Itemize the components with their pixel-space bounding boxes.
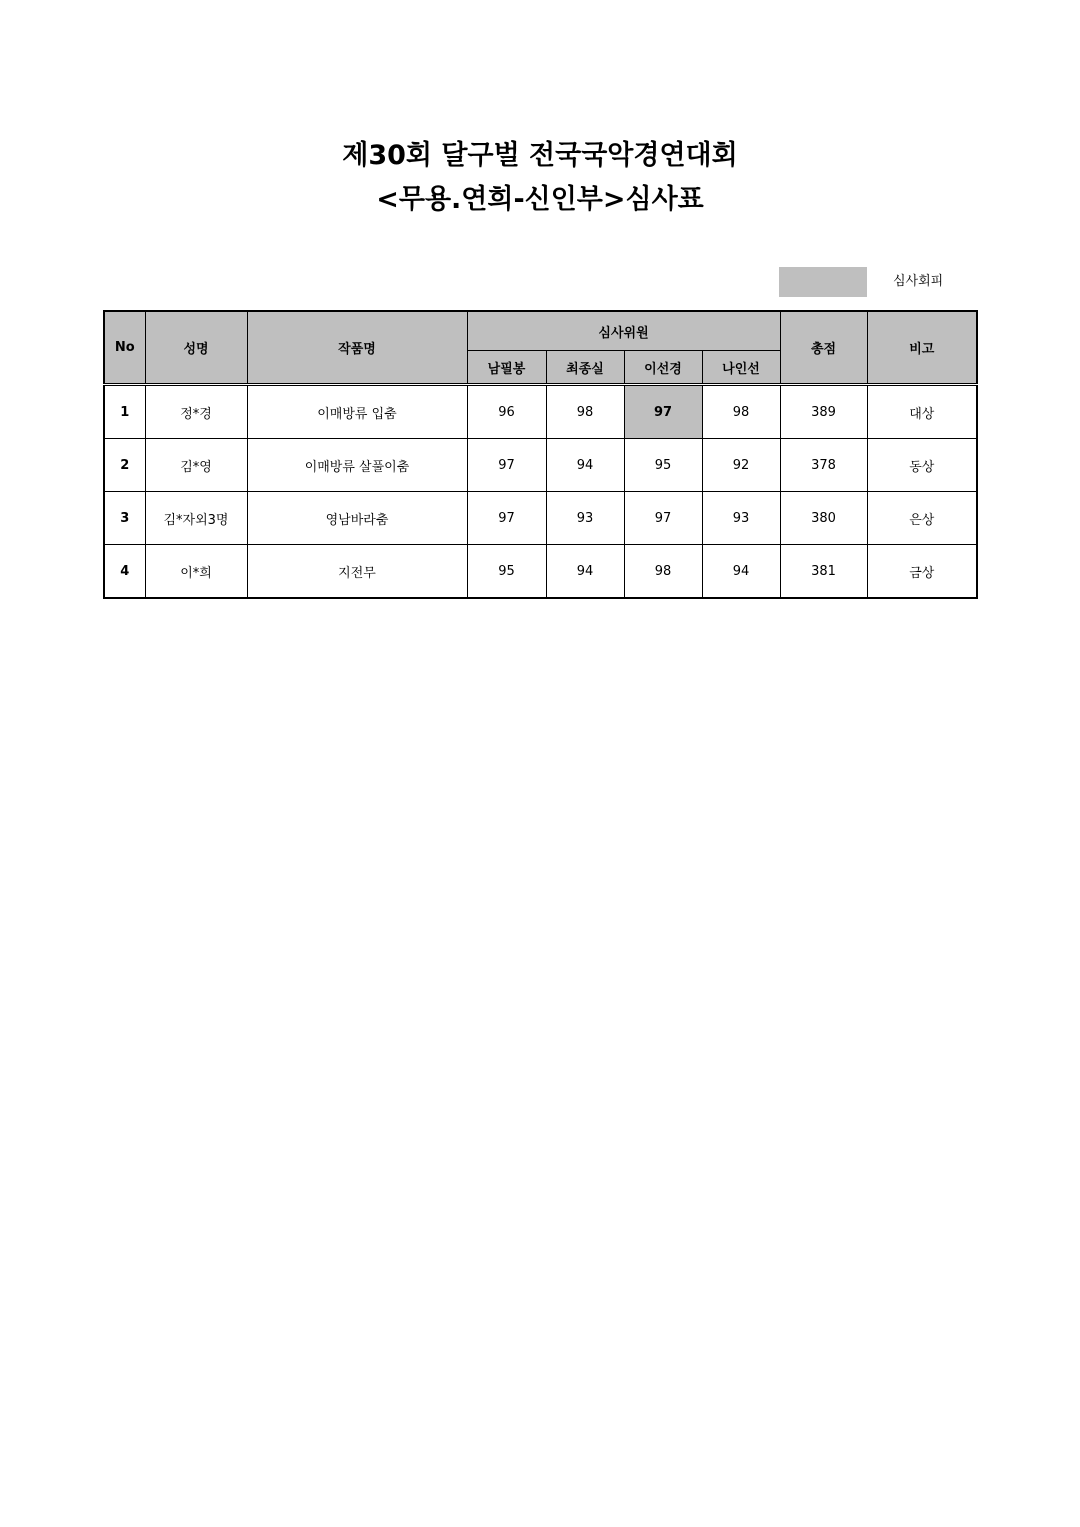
cell-score: 98 [702,385,780,439]
cell-score: 94 [546,545,624,599]
cell-remark: 금상 [867,545,977,599]
table-row [104,439,977,492]
cell-score: 93 [546,492,624,545]
cell-work: 이매방류 입춤 [247,385,467,439]
header-remark: 비고 [867,311,977,385]
cell-no: 3 [104,492,145,545]
cell-score: 96 [467,385,546,439]
page-title: 제30회 달구벌 전국국악경연대회 [342,140,738,171]
table-row [104,492,977,545]
cell-name: 이*희 [145,545,247,599]
cell-score: 95 [624,439,702,492]
cell-score: 92 [702,439,780,492]
header-judge-2: 최종실 [546,351,624,385]
cell-remark: 대상 [867,385,977,439]
cell-no: 2 [104,439,145,492]
cell-no: 4 [104,545,145,599]
cell-score: 93 [702,492,780,545]
table-row [104,385,977,439]
cell-score: 95 [467,545,546,599]
cell-score: 98 [624,545,702,599]
cell-score: 97 [467,439,546,492]
cell-score: 97 [624,492,702,545]
header-judge-1: 남필봉 [467,351,546,385]
cell-remark: 동상 [867,439,977,492]
cell-total: 378 [780,439,867,492]
header-no: No [104,311,145,385]
header-name: 성명 [145,311,247,385]
cell-name: 정*경 [145,385,247,439]
score-table [103,310,978,599]
cell-work: 영남바라춤 [247,492,467,545]
legend-swatch [779,267,867,297]
cell-total: 389 [780,385,867,439]
cell-no: 1 [104,385,145,439]
page-subtitle: <무용.연희-신인부>심사표 [376,184,704,215]
cell-score: 98 [546,385,624,439]
legend-label: 심사회피 [893,274,944,289]
cell-score: 94 [546,439,624,492]
cell-name: 김*자외3명 [145,492,247,545]
header-total: 총점 [780,311,867,385]
header-judge-4: 나인선 [702,351,780,385]
cell-remark: 은상 [867,492,977,545]
cell-score: 97 [467,492,546,545]
cell-work: 이매방류 살풀이춤 [247,439,467,492]
table-row [104,545,977,599]
cell-score: 94 [702,545,780,599]
header-work: 작품명 [247,311,467,385]
cell-name: 김*영 [145,439,247,492]
cell-score-recused: 97 [624,385,702,439]
cell-work: 지전무 [247,545,467,599]
header-judges: 심사위원 [467,311,780,351]
header-judge-3: 이선경 [624,351,702,385]
cell-total: 380 [780,492,867,545]
cell-total: 381 [780,545,867,599]
